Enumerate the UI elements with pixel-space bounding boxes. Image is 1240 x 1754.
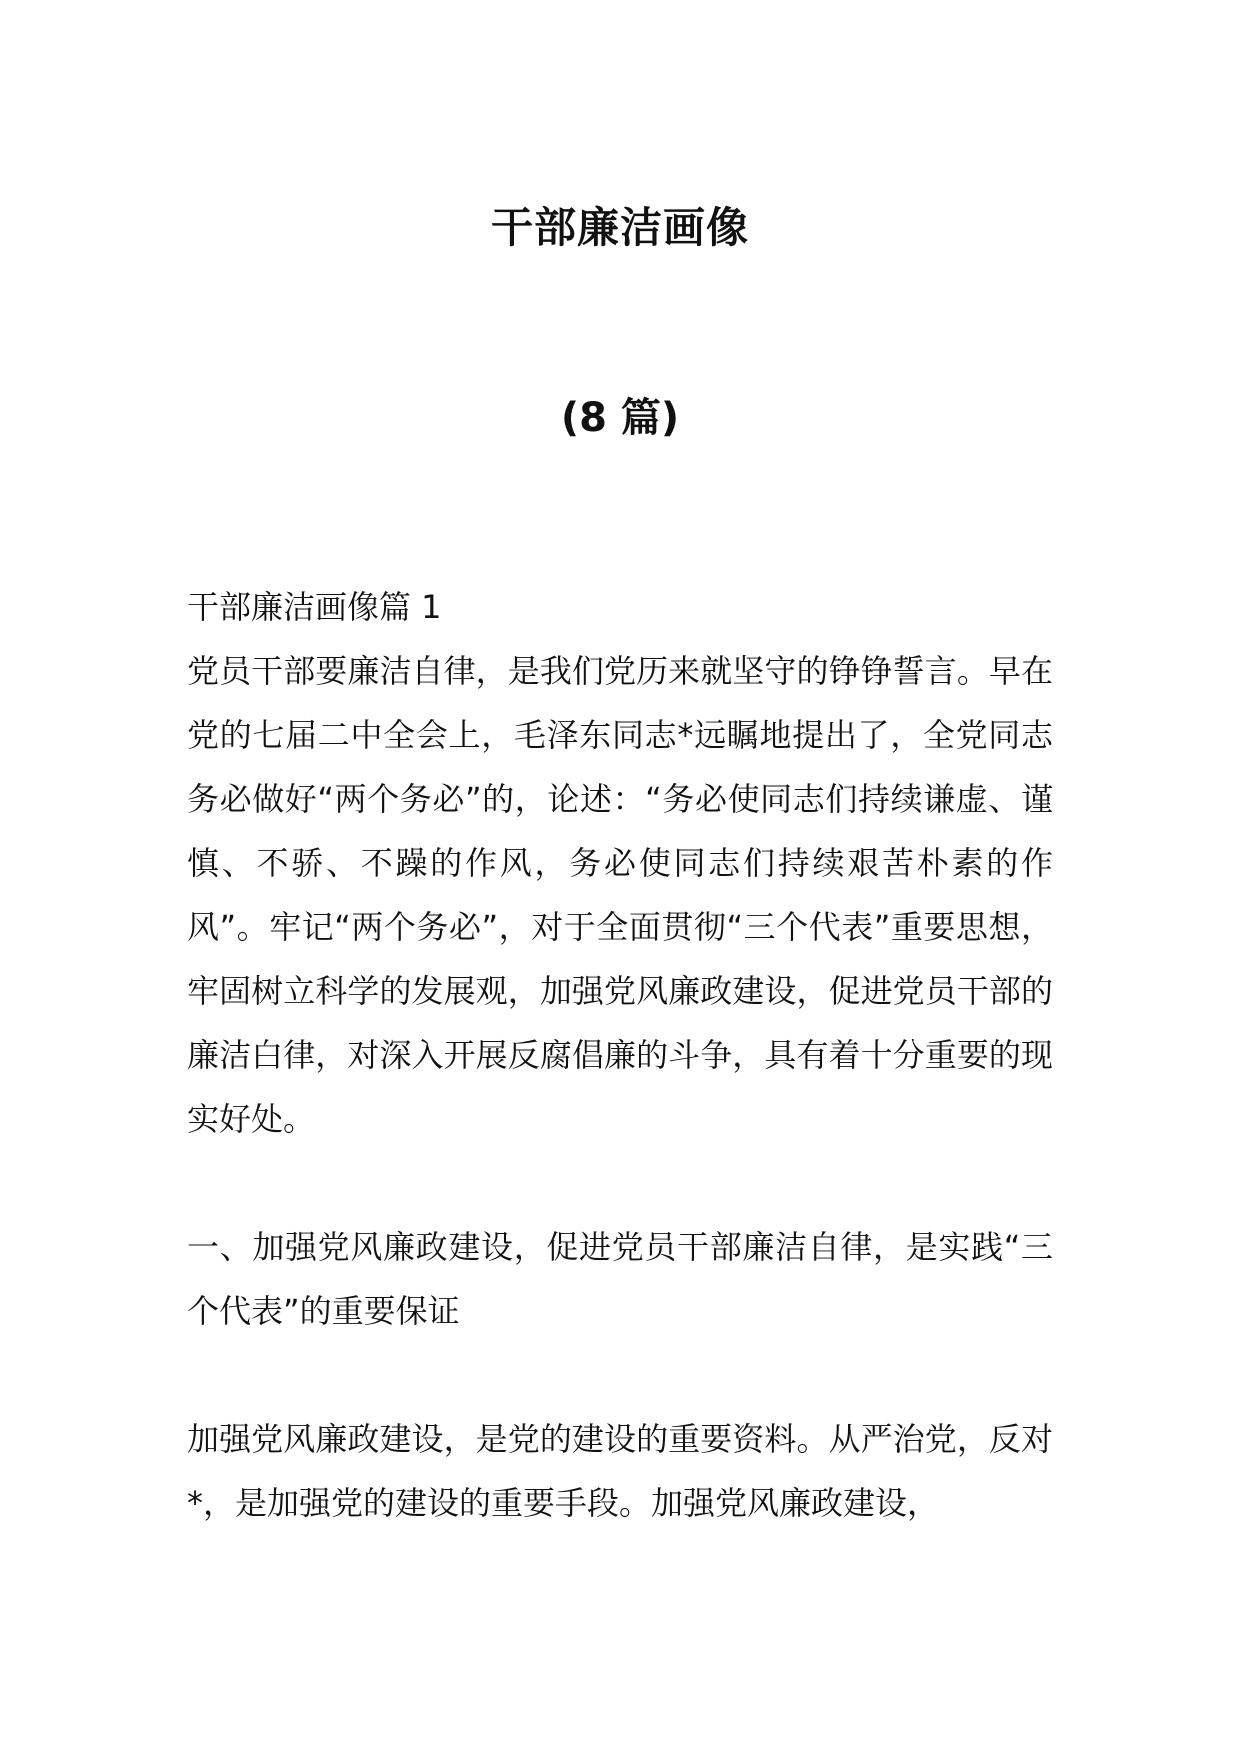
- document-body: [187, 575, 1053, 1535]
- paragraph-gap: [187, 1151, 1053, 1215]
- intro-paragraph: 党员干部要廉洁自律，是我们党历来就坚守的铮铮誓言。早在党的七届二中全会上，毛泽东同志*远瞩地提出了，全党同志务必做好“两个务必”的，论述：“务必使同志们持续谦虚、谨慎、不骄、不躁的作风，务必使同志们持续艰苦朴素的作风”。牢记“两个务必”，对于全面贯彻“三个代表”重要思想，牢固树立科学的发展观，加强党风廉政建设，促进党员干部的廉洁白律，对深入开展反腐倡廉的斗争，具有着十分重要的现实好处。: [187, 652, 1053, 1138]
- paragraph-gap: [187, 1343, 1053, 1407]
- section-1-body: 加强党风廉政建设，是党的建设的重要资料。从严治党，反对*，是加强党的建设的重要手段。加强党风廉政建设，: [187, 1420, 1053, 1522]
- document-subtitle: (8 篇): [560, 395, 680, 441]
- document-title: 干部廉洁画像: [490, 203, 749, 252]
- article-heading: 干部廉洁画像篇 1: [187, 588, 442, 626]
- section-1-title: 一、加强党风廉政建设，促进党员干部廉洁自律，是实践“三个代表”的重要保证: [187, 1228, 1053, 1330]
